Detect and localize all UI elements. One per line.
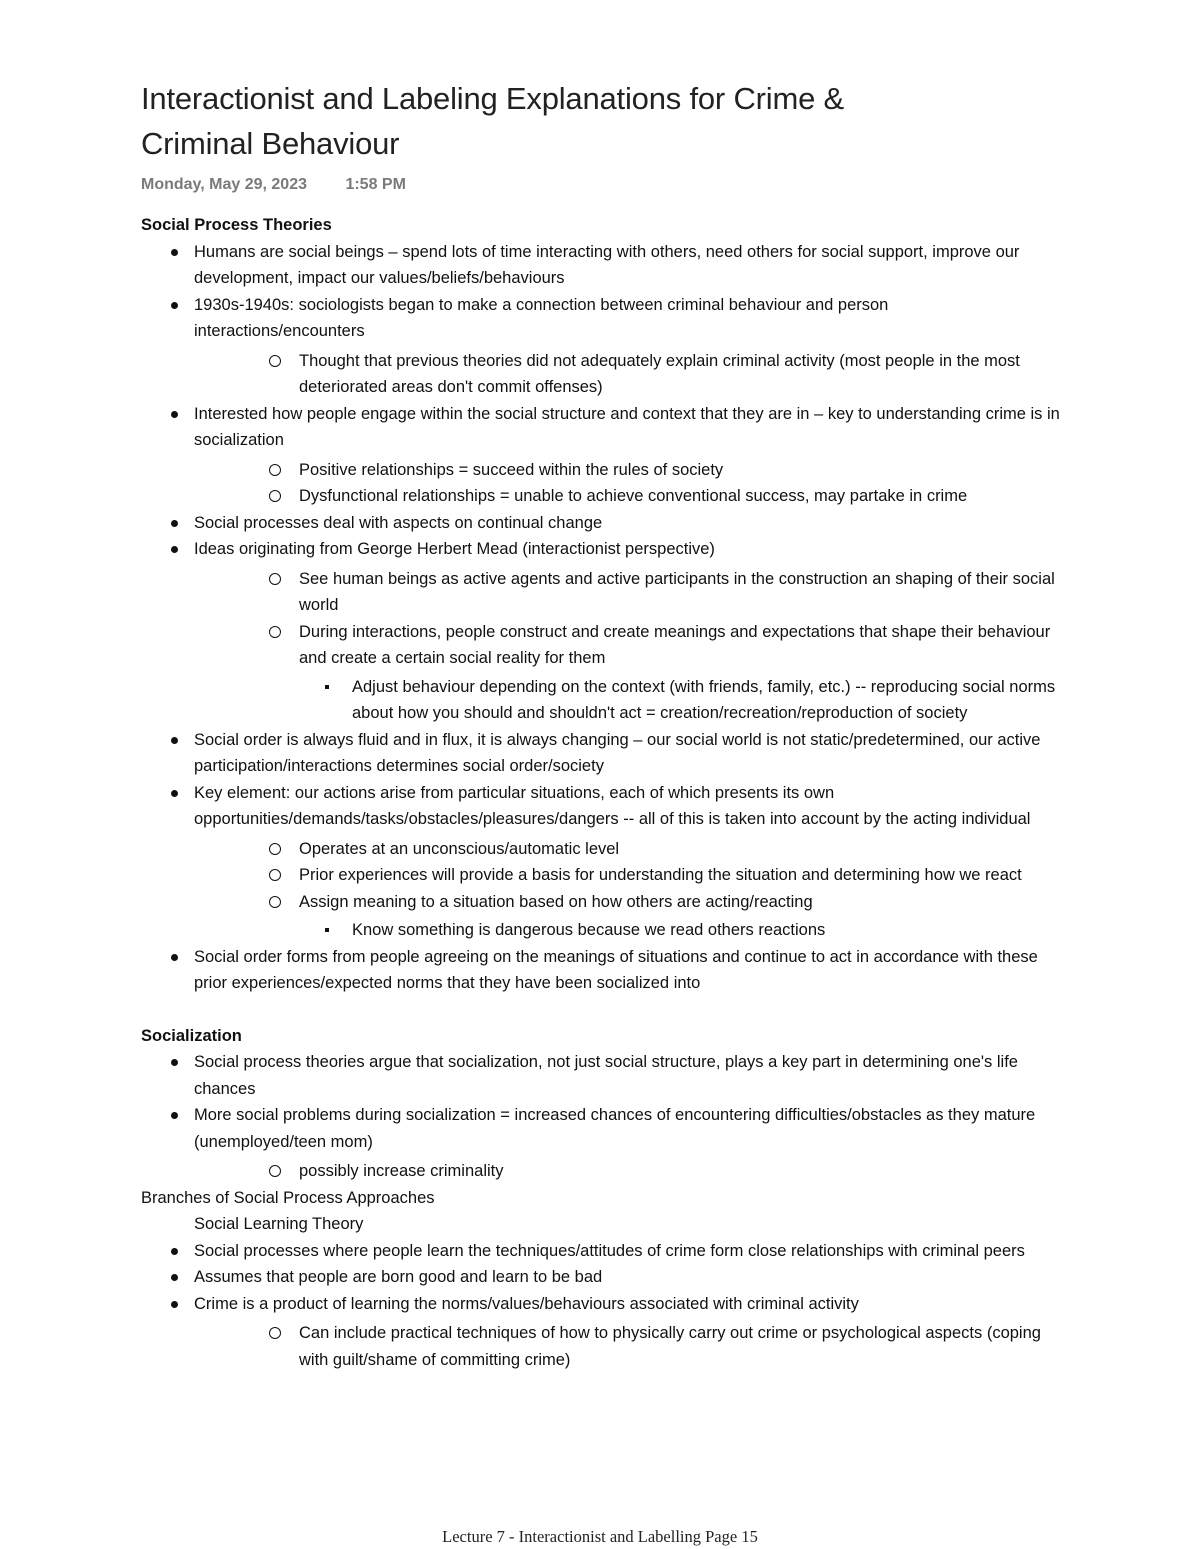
- sub-list: [247, 836, 1061, 944]
- sub-list-item: Prior experiences will provide a basis for understanding the situation and determining how we react: [194, 862, 1061, 889]
- bullet-icon: [171, 1112, 178, 1119]
- sub-list-item: Positive relationships = succeed within the rules of society: [194, 457, 1061, 484]
- list-item: Interested how people engage within the social structure and context that they are in – key to understanding crime is in socialization Positive relationships = succeed within the rules of society Dysfunctional relationships = unable to achieve conventional success, may partake in crime: [141, 401, 1061, 510]
- section-heading-socialization: Socialization: [141, 1026, 242, 1045]
- sub-list: [247, 457, 1061, 510]
- bullet-icon: [171, 1274, 178, 1281]
- list-item: Assumes that people are born good and learn to be bad: [141, 1264, 1061, 1291]
- list-item: Key element: our actions arise from particular situations, each of which presents its own opportunities/demands/tasks/obstacles/pleasures/dangers -- all of this is taken into account by the acting individual Operates at an unconscious/automatic level Prior experiences will provide a basis for understanding the situation and determining how we react Assign meaning to a situation based on how others are acting/reacting Know something is dangerous because we read others reactions: [141, 780, 1061, 944]
- circle-bullet-icon: [269, 1327, 281, 1339]
- list-item: 1930s-1940s: sociologists began to make a connection between criminal behaviour and person interactions/encounters Thought that previous theories did not adequately explain criminal activity (most people in the most deteriorated areas don't commit offenses): [141, 292, 1061, 401]
- list-item: Social processes deal with aspects on continual change: [141, 510, 1061, 537]
- circle-bullet-icon: [269, 464, 281, 476]
- social-process-list: [141, 239, 1061, 997]
- bullet-icon: [171, 546, 178, 553]
- list-item: Social order is always fluid and in flux, it is always changing – our social world is not static/predetermined, our active participation/interactions determines social order/society: [141, 727, 1061, 780]
- list-item: Social order forms from people agreeing on the meanings of situations and continue to act in accordance with these prior experiences/expected norms that they have been socialized into: [141, 944, 1061, 997]
- list-item: Social processes where people learn the techniques/attitudes of crime form close relationships with criminal peers: [141, 1238, 1061, 1265]
- page-date: Monday, May 29, 2023: [141, 176, 307, 193]
- circle-bullet-icon: [269, 1165, 281, 1177]
- sub-list-item: possibly increase criminality: [194, 1158, 1061, 1185]
- circle-bullet-icon: [269, 490, 281, 502]
- list-item: Crime is a product of learning the norms/values/behaviours associated with criminal activity Can include practical techniques of how to physically carry out crime or psychological aspects (coping with guilt/shame of committing crime): [141, 1291, 1061, 1374]
- sub-list-item: Assign meaning to a situation based on how others are acting/reacting Know something is dangerous because we read others reactions: [194, 889, 1061, 944]
- bullet-icon: [171, 1248, 178, 1255]
- page-time: 1:58 PM: [345, 176, 406, 193]
- circle-bullet-icon: [269, 843, 281, 855]
- page-title: [141, 76, 1061, 166]
- page-meta: [141, 172, 1061, 198]
- bullet-icon: [171, 954, 178, 961]
- square-bullet-icon: [325, 685, 329, 689]
- sub-sub-list: [299, 674, 1061, 727]
- title-line-1: Interactionist and Labeling Explanations for Crime &: [141, 81, 844, 116]
- list-item: Ideas originating from George Herbert Mead (interactionist perspective) See human beings as active agents and active participants in the construction an shaping of their social world During interactions, people construct and create meanings and expectations that shape their behaviour and create a certain social reality for them Adjust behaviour depending on the context (with friends, family, etc.) -- reproducing social norms about how you should and shouldn't act = creation/recreation/reproduction of society: [141, 536, 1061, 727]
- notes-page: [141, 76, 1061, 1373]
- circle-bullet-icon: [269, 869, 281, 881]
- socialization-list: [141, 1049, 1061, 1185]
- sub-sub-list-item: Know something is dangerous because we read others reactions: [194, 917, 1061, 944]
- sub-list-item: Thought that previous theories did not adequately explain criminal activity (most people in the most deteriorated areas don't commit offenses): [194, 348, 1061, 401]
- social-learning-theory-label: Social Learning Theory: [194, 1215, 364, 1233]
- circle-bullet-icon: [269, 626, 281, 638]
- list-item: Humans are social beings – spend lots of time interacting with others, need others for social support, improve our development, impact our values/beliefs/behaviours: [141, 239, 1061, 292]
- title-line-2: Criminal Behaviour: [141, 126, 400, 161]
- bullet-icon: [171, 737, 178, 744]
- sub-sub-list: [299, 917, 1061, 944]
- bullet-icon: [171, 249, 178, 256]
- bullet-icon: [171, 520, 178, 527]
- sub-list-item: Dysfunctional relationships = unable to achieve conventional success, may partake in crime: [194, 483, 1061, 510]
- circle-bullet-icon: [269, 355, 281, 367]
- sub-list-item: During interactions, people construct and create meanings and expectations that shape their behaviour and create a certain social reality for them Adjust behaviour depending on the context (with friends, family, etc.) -- reproducing social norms about how you should and shouldn't act = creation/recreation/reproduction of society: [194, 619, 1061, 727]
- circle-bullet-icon: [269, 573, 281, 585]
- bullet-icon: [171, 302, 178, 309]
- sub-list-item: Operates at an unconscious/automatic level: [194, 836, 1061, 863]
- page-footer: Lecture 7 - Interactionist and Labelling Page 15: [442, 1527, 758, 1546]
- square-bullet-icon: [325, 928, 329, 932]
- sub-list: [247, 566, 1061, 727]
- bullet-icon: [171, 790, 178, 797]
- sub-list: [247, 1158, 1061, 1185]
- sub-list: [247, 1320, 1061, 1373]
- social-learning-list: [141, 1238, 1061, 1374]
- branches-label: Branches of Social Process Approaches: [141, 1188, 435, 1207]
- bullet-icon: [171, 411, 178, 418]
- section-heading-social-process-theories: Social Process Theories: [141, 216, 332, 234]
- sub-list: [247, 348, 1061, 401]
- sub-list-item: Can include practical techniques of how to physically carry out crime or psychological aspects (coping with guilt/shame of committing crime): [194, 1320, 1061, 1373]
- bullet-icon: [171, 1059, 178, 1066]
- sub-list-item: See human beings as active agents and active participants in the construction an shaping of their social world: [194, 566, 1061, 619]
- list-item: Social process theories argue that socialization, not just social structure, plays a key part in determining one's life chances: [141, 1049, 1061, 1102]
- bullet-icon: [171, 1301, 178, 1308]
- sub-sub-list-item: Adjust behaviour depending on the context (with friends, family, etc.) -- reproducing social norms about how you should and shouldn't act = creation/recreation/reproduction of society: [194, 674, 1061, 727]
- list-item: More social problems during socialization = increased chances of encountering difficulties/obstacles as they mature (unemployed/teen mom) possibly increase criminality: [141, 1102, 1061, 1185]
- circle-bullet-icon: [269, 896, 281, 908]
